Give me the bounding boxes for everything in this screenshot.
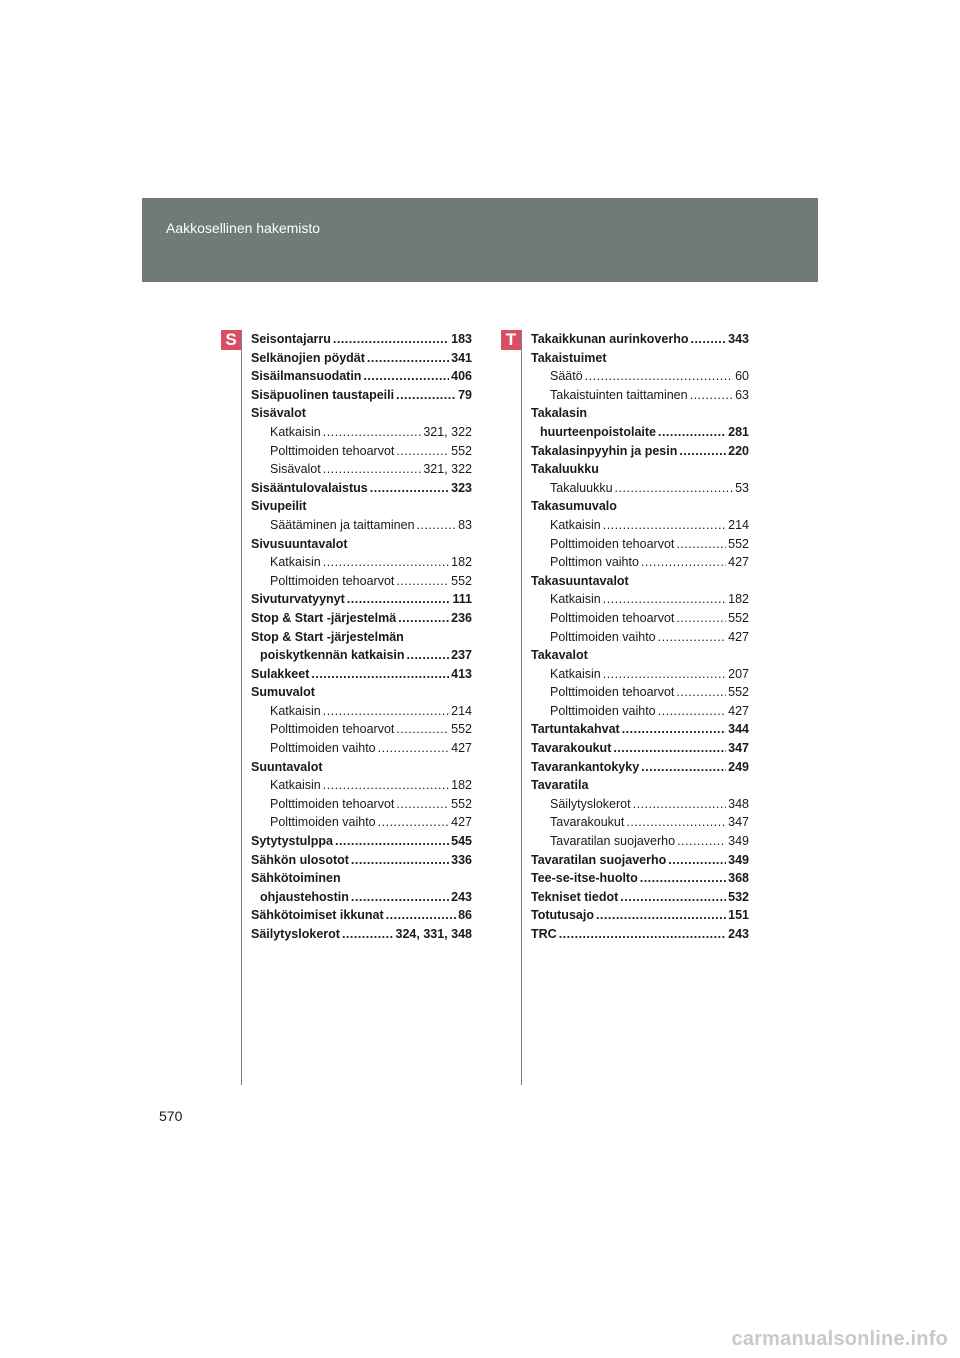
index-term: Stop & Start -järjestelmän (251, 629, 404, 644)
index-term: Sivusuuntavalot (251, 536, 348, 551)
index-entry (531, 388, 749, 407)
leader-dots (323, 555, 449, 569)
index-term: Tavaratilan suojaverho (550, 834, 676, 849)
section-letter-s: S (221, 330, 241, 350)
index-entry (531, 406, 749, 425)
column-divider-right (521, 330, 522, 1085)
leader-dots (363, 369, 449, 383)
page-ref: 324, 331, 348 (395, 927, 472, 941)
leader-dots (676, 537, 726, 551)
index-term: Totutusajo (531, 908, 594, 923)
index-term: Katkaisin (550, 592, 601, 607)
page-ref: 243 (728, 927, 749, 941)
page-ref: 336 (451, 852, 472, 867)
page-number: 570 (159, 1108, 183, 1124)
index-entry (251, 853, 472, 872)
index-term: Katkaisin (270, 424, 321, 439)
index-term: Polttimoiden tehoarvot (270, 722, 395, 737)
page-ref: 532 (728, 889, 749, 904)
index-term: Katkaisin (550, 666, 601, 681)
leader-dots (342, 927, 394, 941)
index-column-s (251, 332, 472, 946)
page-ref: 182 (451, 555, 472, 570)
leader-dots (603, 667, 726, 681)
leader-dots (351, 890, 449, 904)
page-ref: 552 (451, 722, 472, 737)
index-entry (531, 741, 749, 760)
leader-dots (396, 444, 449, 458)
index-term: Sähkön ulosotot (251, 852, 349, 867)
index-entry (251, 444, 472, 463)
index-term: Polttimoiden tehoarvot (550, 685, 675, 700)
index-term: poiskytkennän katkaisin (260, 648, 405, 663)
index-term: Säätö (550, 369, 583, 384)
leader-dots (378, 741, 450, 755)
page-ref: 236 (451, 610, 472, 625)
page-ref: 368 (728, 871, 749, 886)
index-term: Polttimoiden tehoarvot (550, 536, 675, 551)
leader-dots (396, 797, 449, 811)
index-term: Polttimon vaihto (550, 555, 639, 570)
index-entry (251, 351, 472, 370)
page-ref: 427 (451, 741, 472, 756)
page-ref: 347 (728, 815, 749, 830)
index-term: Sisääntulovalaistus (251, 480, 368, 495)
index-entry (251, 722, 472, 741)
leader-dots (676, 685, 726, 699)
leader-dots (323, 704, 449, 718)
index-entry (251, 537, 472, 556)
index-term: Polttimoiden vaihto (550, 629, 656, 644)
page-ref: 53 (735, 480, 749, 495)
index-term: Takalasinpyyhin ja pesin (531, 443, 678, 458)
index-column-t (531, 332, 749, 946)
page-ref: 60 (735, 369, 749, 384)
page-ref: 552 (451, 443, 472, 458)
page-ref: 281 (728, 424, 749, 439)
leader-dots (417, 518, 457, 532)
page-ref: 341 (451, 350, 472, 365)
index-term: Stop & Start -järjestelmä (251, 610, 397, 625)
index-term: Suuntavalot (251, 759, 323, 774)
index-entry (251, 908, 472, 927)
page-ref: 220 (728, 443, 749, 458)
page-ref: 63 (735, 387, 749, 402)
index-entry (531, 760, 749, 779)
leader-dots (378, 815, 450, 829)
index-entry (531, 425, 749, 444)
leader-dots (633, 797, 727, 811)
index-term: Katkaisin (270, 555, 321, 570)
leader-dots (386, 908, 456, 922)
index-entry (251, 704, 472, 723)
index-entry (531, 722, 749, 741)
index-entry (251, 462, 472, 481)
index-entry (251, 685, 472, 704)
index-entry (531, 481, 749, 500)
page-ref: 207 (728, 666, 749, 681)
section-title: Aakkosellinen hakemisto (166, 220, 321, 236)
index-term: Sisäpuolinen taustapeili (251, 387, 395, 402)
index-term: Polttimoiden vaihto (550, 703, 656, 718)
index-entry (531, 890, 749, 909)
index-term: Polttimoiden tehoarvot (270, 443, 395, 458)
index-term: Katkaisin (270, 703, 321, 718)
leader-dots (622, 722, 726, 736)
index-entry (251, 778, 472, 797)
index-entry (531, 778, 749, 797)
index-term: TRC (531, 927, 557, 941)
index-term: Tavarankantokyky (531, 759, 640, 774)
index-term: Takaluukku (550, 480, 613, 495)
index-entry (531, 369, 749, 388)
page-ref: 214 (728, 517, 749, 532)
index-entry (251, 871, 472, 890)
leader-dots (676, 611, 726, 625)
index-term: Selkänojien pöydät (251, 350, 365, 365)
page-ref: 413 (451, 666, 472, 681)
index-term: Sisävalot (270, 462, 321, 477)
leader-dots (323, 778, 449, 792)
page-ref: 249 (728, 759, 749, 774)
index-entry (531, 574, 749, 593)
page-ref: 427 (451, 815, 472, 830)
index-term: Takavalot (531, 648, 588, 663)
index-term: Sisäilmansuodatin (251, 369, 362, 384)
index-entry (531, 815, 749, 834)
index-term: Takaluukku (531, 462, 599, 477)
page-ref: 347 (728, 741, 749, 756)
page-ref: 214 (451, 703, 472, 718)
watermark: carmanualsonline.info (731, 1328, 948, 1350)
leader-dots (658, 630, 727, 644)
index-term: Takaistuinten taittaminen (550, 387, 688, 402)
index-term: Tekniset tiedot (531, 889, 619, 904)
index-term: Sytytystulppa (251, 834, 333, 849)
index-entry (531, 685, 749, 704)
index-term: Takaistuimet (531, 350, 607, 365)
index-entry (531, 648, 749, 667)
leader-dots (396, 722, 449, 736)
page-ref: 545 (451, 834, 472, 849)
index-entry (251, 834, 472, 853)
index-term: Tartuntakahvat (531, 722, 620, 737)
leader-dots (658, 704, 727, 718)
index-entry (531, 592, 749, 611)
index-entry (531, 630, 749, 649)
leader-dots (603, 518, 726, 532)
index-term: ohjaustehostin (260, 889, 349, 904)
index-term: Tee-se-itse-huolto (531, 871, 638, 886)
page-ref: 552 (728, 536, 749, 551)
index-entry (251, 760, 472, 779)
index-term: Takasumuvalo (531, 499, 617, 514)
leader-dots (398, 611, 449, 625)
index-entry (531, 611, 749, 630)
index-entry (531, 444, 749, 463)
leader-dots (679, 444, 726, 458)
index-entry (531, 351, 749, 370)
page-ref: 151 (728, 908, 749, 923)
leader-dots (347, 592, 451, 606)
leader-dots (351, 853, 449, 867)
leader-dots (335, 834, 449, 848)
leader-dots (641, 555, 726, 569)
leader-dots (311, 667, 449, 681)
leader-dots (668, 853, 726, 867)
page-ref: 183 (451, 332, 472, 346)
index-term: Sisävalot (251, 406, 306, 421)
section-letter-t: T (501, 330, 521, 350)
page-ref: 321, 322 (423, 462, 472, 477)
index-entry (251, 332, 472, 351)
index-term: Sähkötoiminen (251, 871, 341, 886)
leader-dots (615, 481, 734, 495)
index-term: Katkaisin (270, 778, 321, 793)
index-entry (531, 834, 749, 853)
index-entry (531, 667, 749, 686)
page-ref: 427 (728, 703, 749, 718)
index-entry (251, 648, 472, 667)
page-ref: 79 (458, 387, 472, 402)
page-ref: 552 (728, 685, 749, 700)
page-ref: 182 (728, 592, 749, 607)
leader-dots (677, 834, 726, 848)
page-ref: 349 (728, 852, 749, 867)
index-entry (251, 797, 472, 816)
index-term: Takaikkunan aurinkoverho (531, 332, 689, 346)
index-entry (251, 499, 472, 518)
index-term: Sivuturvatyynyt (251, 592, 345, 607)
index-term: Tavaratilan suojaverho (531, 852, 667, 867)
page-ref: 243 (451, 889, 472, 904)
page-ref: 427 (728, 629, 749, 644)
leader-dots (613, 741, 726, 755)
leader-dots (407, 648, 450, 662)
leader-dots (640, 871, 726, 885)
leader-dots (690, 332, 726, 346)
page-ref: 237 (451, 648, 472, 663)
index-entry (251, 927, 472, 946)
index-entry (251, 592, 472, 611)
page-ref: 348 (728, 796, 749, 811)
index-entry (251, 555, 472, 574)
index-entry (531, 853, 749, 872)
leader-dots (367, 351, 449, 365)
page-ref: 182 (451, 778, 472, 793)
index-term: Säilytyslokerot (550, 796, 631, 811)
index-entry (251, 611, 472, 630)
leader-dots (585, 369, 733, 383)
index-entry (251, 481, 472, 500)
index-entry (251, 815, 472, 834)
index-term: Tavarakoukut (550, 815, 625, 830)
index-term: Sivupeilit (251, 499, 307, 514)
page-ref: 552 (451, 796, 472, 811)
index-term: Takasuuntavalot (531, 573, 629, 588)
leader-dots (396, 388, 456, 402)
index-entry (531, 908, 749, 927)
leader-dots (396, 574, 449, 588)
page-ref: 344 (728, 722, 749, 737)
leader-dots (626, 815, 726, 829)
index-term: Säätäminen ja taittaminen (270, 517, 415, 532)
index-entry (531, 332, 749, 351)
leader-dots (603, 592, 726, 606)
index-entry (531, 871, 749, 890)
leader-dots (658, 425, 726, 439)
index-term: Takalasin (531, 406, 588, 421)
page-ref: 111 (452, 592, 472, 607)
index-term: Säilytyslokerot (251, 927, 340, 941)
index-entry (251, 630, 472, 649)
index-entry (251, 741, 472, 760)
leader-dots (596, 908, 726, 922)
index-term: Sähkötoimiset ikkunat (251, 908, 384, 923)
page-ref: 427 (728, 555, 749, 570)
index-term: huurteenpoistolaite (540, 424, 656, 439)
index-entry (251, 388, 472, 407)
index-entry (251, 574, 472, 593)
index-entry (531, 927, 749, 946)
index-entry (531, 462, 749, 481)
index-entry (531, 518, 749, 537)
index-term: Polttimoiden tehoarvot (550, 610, 675, 625)
index-term: Polttimoiden tehoarvot (270, 796, 395, 811)
index-entry (531, 704, 749, 723)
page-ref: 343 (728, 332, 749, 346)
index-entry (531, 499, 749, 518)
leader-dots (370, 481, 449, 495)
leader-dots (641, 760, 726, 774)
index-entry (531, 537, 749, 556)
leader-dots (333, 332, 449, 346)
index-entry (251, 406, 472, 425)
index-term: Polttimoiden tehoarvot (270, 573, 395, 588)
index-entry (251, 667, 472, 686)
page-ref: 552 (451, 573, 472, 588)
index-entry (531, 797, 749, 816)
index-entry (251, 425, 472, 444)
index-term: Katkaisin (550, 517, 601, 532)
index-term: Sulakkeet (251, 666, 310, 681)
leader-dots (559, 927, 726, 941)
leader-dots (620, 890, 726, 904)
index-term: Seisontajarru (251, 332, 331, 346)
page-ref: 86 (458, 908, 472, 923)
index-term: Tavaratila (531, 778, 589, 793)
leader-dots (323, 425, 422, 439)
page-ref: 321, 322 (423, 424, 472, 439)
index-term: Polttimoiden vaihto (270, 741, 376, 756)
page-ref: 349 (728, 834, 749, 849)
index-entry (251, 890, 472, 909)
page-ref: 323 (451, 480, 472, 495)
page-ref: 83 (458, 517, 472, 532)
index-term: Sumuvalot (251, 685, 315, 700)
leader-dots (323, 462, 422, 476)
column-divider-left (241, 330, 242, 1085)
leader-dots (690, 388, 734, 402)
page-ref: 552 (728, 610, 749, 625)
index-term: Polttimoiden vaihto (270, 815, 376, 830)
index-entry (531, 555, 749, 574)
header-band (142, 198, 818, 282)
page-ref: 406 (451, 369, 472, 384)
index-term: Tavarakoukut (531, 741, 612, 756)
index-entry (251, 369, 472, 388)
index-entry (251, 518, 472, 537)
